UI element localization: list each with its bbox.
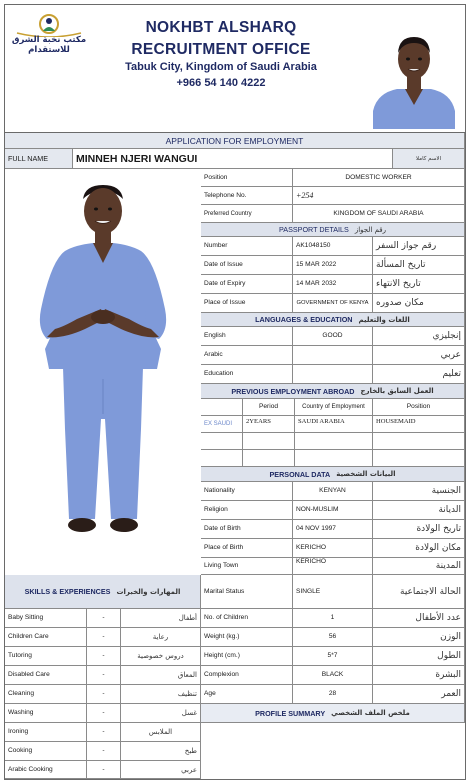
children-count-label: No. of Children [201, 609, 293, 628]
employment-tag: EX SAUDI [201, 416, 243, 433]
employment-period: 2YEARS [243, 416, 295, 433]
skill-cooking-label: Cooking [5, 742, 87, 761]
age-value: 28 [293, 685, 373, 704]
passport-title-ar: رقم الجواز [354, 225, 386, 234]
skill-disabled-care-label: Disabled Care [5, 666, 87, 685]
passport-section-header [201, 223, 465, 237]
expiry-date-value: 14 MAR 2032 [293, 275, 373, 294]
application-title-band [5, 133, 465, 149]
skill-ironing-value: - [87, 723, 121, 742]
english-label-ar: إنجليزي [373, 327, 465, 346]
employment-row-3-position [373, 450, 465, 467]
english-value: GOOD [293, 327, 373, 346]
personal-data-title-ar: البيانات الشخصية [336, 470, 396, 478]
issue-date-label: Date of Issue [201, 256, 293, 275]
height-value: 5*7 [293, 647, 373, 666]
skill-arabic-cooking-label-ar: عربي [121, 761, 201, 779]
skill-children-care-label-ar: رعاية [121, 628, 201, 647]
employment-position-header: Position [373, 399, 465, 416]
full-name-label-ar: الاسم كاملا [393, 149, 465, 169]
logo-text: مكتب نخبة الشرق للاستقدام [11, 35, 87, 55]
skill-ironing-label: Ironing [5, 723, 87, 742]
headshot-photo [367, 19, 461, 129]
passport-number-value: AK1048150 [293, 237, 373, 256]
languages-title: LANGUAGES & EDUCATION [255, 315, 353, 324]
issue-date-label-ar: تاريخ المسألة [373, 256, 465, 275]
skill-baby-sitting-label: Baby Sitting [5, 609, 87, 628]
telephone-label: Telephone No. [201, 187, 293, 205]
languages-title-ar: اللغات والتعليم [358, 315, 410, 324]
living-town-value: KERICHO [293, 558, 373, 575]
position-value: DOMESTIC WORKER [293, 169, 465, 187]
personal-data-header [201, 467, 465, 482]
skills-title-ar: المهارات والخبرات [116, 587, 181, 596]
profile-summary-body [201, 723, 465, 779]
passport-number-label: Number [201, 237, 293, 256]
education-value [293, 365, 373, 384]
company-subtitle: RECRUITMENT OFFICE [131, 41, 311, 58]
place-of-issue-label: Place of Issue [201, 294, 293, 313]
employment-tag-header [201, 399, 243, 416]
passport-title: PASSPORT DETAILS [279, 225, 349, 234]
age-label-ar: العمر [373, 685, 465, 704]
preferred-country-value: KINGDOM OF SAUDI ARABIA [293, 205, 465, 223]
skill-washing-label-ar: غسل [121, 704, 201, 723]
expiry-date-label: Date of Expiry [201, 275, 293, 294]
period-header: Period [243, 399, 295, 416]
skill-arabic-cooking-value: - [87, 761, 121, 779]
nationality-label: Nationality [201, 482, 293, 501]
skill-cooking-label-ar: طبخ [121, 742, 201, 761]
english-label: English [201, 327, 293, 346]
place-of-birth-value: KERICHO [293, 539, 373, 558]
skill-baby-sitting-label-ar: أطفال [121, 609, 201, 628]
logo-emblem-icon [11, 13, 87, 37]
marital-status-label: Marital Status [201, 575, 293, 609]
religion-label: Religion [201, 501, 293, 520]
marital-status-value: SINGLE [293, 575, 373, 609]
application-sheet [4, 4, 466, 780]
complexion-label: Complexion [201, 666, 293, 685]
preferred-country-label: Preferred Country [201, 205, 293, 223]
previous-employment-header [201, 384, 465, 399]
employment-row-2-tag [201, 433, 243, 450]
skill-washing-value: - [87, 704, 121, 723]
skill-children-care-value: - [87, 628, 121, 647]
place-of-birth-label-ar: مكان الولادة [373, 539, 465, 558]
employment-country: SAUDI ARABIA [295, 416, 373, 433]
weight-value: 56 [293, 628, 373, 647]
arabic-label-ar: عربي [373, 346, 465, 365]
skills-section-header [5, 575, 201, 609]
country-header: Country of Employment [295, 399, 373, 416]
marital-status-label-ar: الحالة الاجتماعية [373, 575, 465, 609]
telephone-value: +254 [293, 187, 465, 205]
expiry-date-label-ar: تاريخ الانتهاء [373, 275, 465, 294]
weight-label: Weight (kg.) [201, 628, 293, 647]
weight-label-ar: الوزن [373, 628, 465, 647]
religion-value: NON-MUSLIM [293, 501, 373, 520]
skill-disabled-care-value: - [87, 666, 121, 685]
skills-title: SKILLS & EXPERIENCES [24, 587, 111, 596]
employment-row-2-position [373, 433, 465, 450]
employment-row-3-period [243, 450, 295, 467]
full-name-label: FULL NAME [5, 149, 73, 169]
previous-employment-title: PREVIOUS EMPLOYMENT ABROAD [231, 386, 355, 396]
company-phone: +966 54 140 4222 [176, 77, 266, 89]
skill-disabled-care-label-ar: المعاق [121, 666, 201, 685]
height-label-ar: الطول [373, 647, 465, 666]
personal-data-title: PERSONAL DATA [269, 469, 331, 479]
place-of-issue-label-ar: مكان صدوره [373, 294, 465, 313]
religion-label-ar: الديانة [373, 501, 465, 520]
full-body-photo [5, 169, 201, 575]
profile-summary-title: PROFILE SUMMARY [255, 708, 326, 718]
company-logo [11, 13, 87, 59]
education-label-ar: تعليم [373, 365, 465, 384]
nationality-value: KENYAN [293, 482, 373, 501]
nationality-label-ar: الجنسية [373, 482, 465, 501]
dob-label-ar: تاريخ الولادة [373, 520, 465, 539]
position-label: Position [201, 169, 293, 187]
employment-row-2-period [243, 433, 295, 450]
arabic-value [293, 346, 373, 365]
children-count-label-ar: عدد الأطفال [373, 609, 465, 628]
header [5, 5, 465, 133]
issue-date-value: 15 MAR 2022 [293, 256, 373, 275]
children-count-value: 1 [293, 609, 373, 628]
arabic-label: Arabic [201, 346, 293, 365]
skill-children-care-label: Children Care [5, 628, 87, 647]
profile-summary-title-ar: ملخص الملف الشخصي [331, 709, 410, 717]
company-location: Tabuk City, Kingdom of Saudi Arabia [125, 61, 317, 73]
complexion-label-ar: البشرة [373, 666, 465, 685]
languages-section-header [201, 313, 465, 327]
skill-cleaning-label-ar: تنظيف [121, 685, 201, 704]
place-of-birth-label: Place of Birth [201, 539, 293, 558]
employment-row-3-tag [201, 450, 243, 467]
dob-value: 04 NOV 1997 [293, 520, 373, 539]
skill-ironing-label-ar: الملابس [121, 723, 201, 742]
height-label: Height (cm.) [201, 647, 293, 666]
profile-summary-header [201, 704, 465, 723]
place-of-issue-value: GOVERNMENT OF KENYA [293, 294, 373, 313]
living-town-label: Living Town [201, 558, 293, 575]
skill-cleaning-label: Cleaning [5, 685, 87, 704]
passport-number-label-ar: رقم جواز السفر [373, 237, 465, 256]
skill-tutoring-label-ar: دروس خصوصية [121, 647, 201, 666]
education-label: Education [201, 365, 293, 384]
skill-cooking-value: - [87, 742, 121, 761]
complexion-value: BLACK [293, 666, 373, 685]
previous-employment-title-ar: العمل السابق بالخارج [360, 387, 434, 395]
dob-label: Date of Birth [201, 520, 293, 539]
full-name-value: MINNEH NJERI WANGUI [73, 149, 393, 169]
age-label: Age [201, 685, 293, 704]
skill-baby-sitting-value: - [87, 609, 121, 628]
skill-arabic-cooking-label: Arabic Cooking [5, 761, 87, 779]
application-title: APPLICATION FOR EMPLOYMENT [165, 135, 304, 146]
company-name: NOKHBT ALSHARQ [145, 19, 297, 36]
employment-position: HOUSEMAID [373, 416, 465, 433]
living-town-label-ar: المدينة [373, 558, 465, 575]
skill-cleaning-value: - [87, 685, 121, 704]
employment-row-3-country [295, 450, 373, 467]
skill-tutoring-label: Tutoring [5, 647, 87, 666]
skill-washing-label: Washing [5, 704, 87, 723]
skill-tutoring-value: - [87, 647, 121, 666]
employment-row-2-country [295, 433, 373, 450]
